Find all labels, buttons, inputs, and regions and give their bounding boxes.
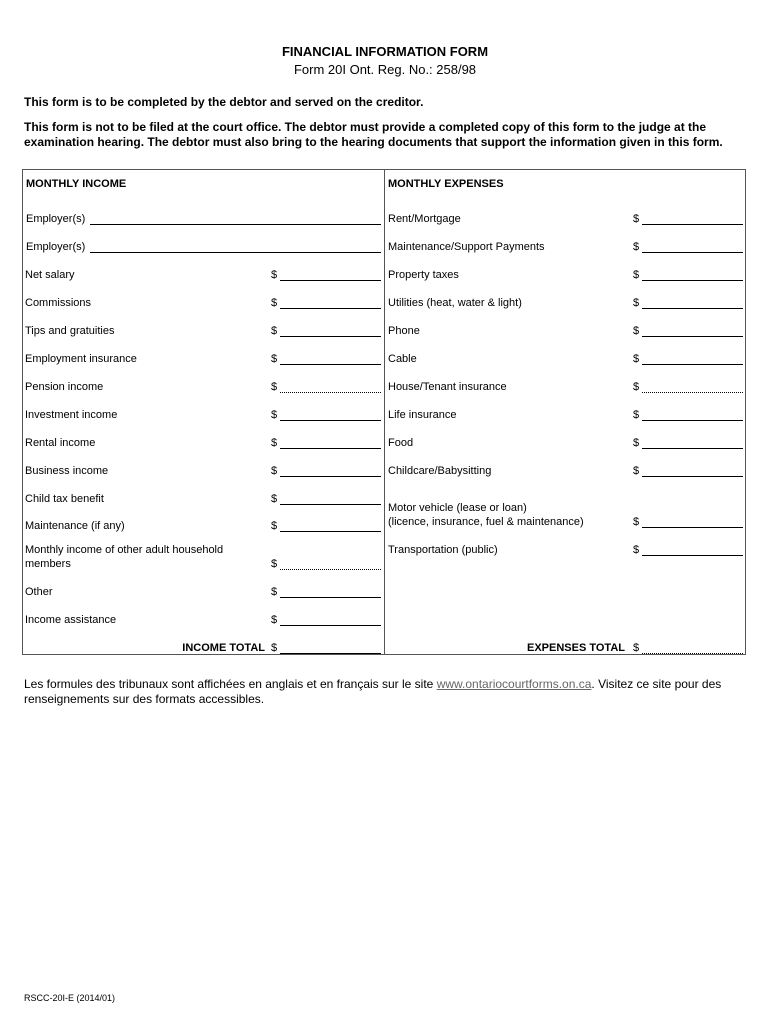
expense-field-rent[interactable]: [642, 224, 743, 225]
expense-label-life-insurance: Life insurance: [388, 409, 457, 421]
expense-label-childcare: Childcare/Babysitting: [388, 465, 492, 477]
dollar-sign: $: [271, 520, 278, 532]
dollar-sign: $: [633, 381, 640, 393]
expense-label-support-payments: Maintenance/Support Payments: [388, 241, 545, 253]
dollar-sign: $: [271, 465, 278, 477]
dollar-sign: $: [271, 586, 278, 598]
income-label-net-salary: Net salary: [25, 269, 75, 281]
dollar-sign: $: [271, 614, 278, 626]
income-label-other: Other: [25, 586, 53, 598]
language-note-text: Les formules des tribunaux sont affichées en anglais et en français sur le site: [24, 677, 437, 691]
expenses-total-field[interactable]: [642, 653, 743, 654]
dollar-sign: $: [271, 409, 278, 421]
dollar-sign: $: [633, 325, 640, 337]
form-subtitle: Form 20I Ont. Reg. No.: 258/98: [293, 62, 477, 77]
income-field-rental[interactable]: [280, 448, 381, 449]
income-label-investment: Investment income: [25, 409, 118, 421]
monthly-expenses-heading: MONTHLY EXPENSES: [388, 178, 504, 190]
expense-field-support-payments[interactable]: [642, 252, 743, 253]
income-field-commissions[interactable]: [280, 308, 381, 309]
expense-label-house-insurance: House/Tenant insurance: [388, 381, 507, 393]
dollar-sign: $: [271, 642, 278, 654]
income-label-rental: Rental income: [25, 437, 96, 449]
income-field-maintenance[interactable]: [280, 531, 381, 532]
court-forms-link[interactable]: www.ontariocourtforms.on.ca: [436, 677, 592, 691]
dollar-sign: $: [271, 353, 278, 365]
income-field-business[interactable]: [280, 476, 381, 477]
dollar-sign: $: [633, 241, 640, 253]
dollar-sign: $: [633, 544, 640, 556]
expense-field-childcare[interactable]: [642, 476, 743, 477]
income-label-tips: Tips and gratuities: [25, 325, 115, 337]
expense-label-rent: Rent/Mortgage: [388, 213, 461, 225]
monthly-income-heading: MONTHLY INCOME: [26, 178, 127, 190]
expense-field-food[interactable]: [642, 448, 743, 449]
expense-field-motor-vehicle[interactable]: [642, 527, 743, 528]
income-field-pension[interactable]: [280, 392, 381, 393]
expense-label-motor-vehicle: Motor vehicle (lease or loan): [388, 502, 527, 514]
expense-field-property-taxes[interactable]: [642, 280, 743, 281]
dollar-sign: $: [633, 437, 640, 449]
language-note-text-end: . Visitez ce site pour des renseignements sur des formats accessibles.: [24, 677, 722, 706]
dollar-sign: $: [633, 297, 640, 309]
dollar-sign: $: [271, 381, 278, 393]
dollar-sign: $: [271, 437, 278, 449]
intro-served-note: This form is to be completed by the debtor and served on the creditor.: [24, 95, 424, 109]
income-total-field[interactable]: [280, 653, 381, 654]
income-field-tips[interactable]: [280, 336, 381, 337]
form-title: FINANCIAL INFORMATION FORM: [281, 44, 489, 59]
income-field-investment[interactable]: [280, 420, 381, 421]
income-field-other[interactable]: [280, 597, 381, 598]
language-note: [24, 677, 746, 707]
intro-filing-note: This form is not to be filed at the court office. The debtor must provide a completed copy of this form to the judge at the examination hearing. The debtor must also bring to the hearing documents that support the information given in this form.: [24, 120, 723, 149]
dollar-sign: $: [271, 269, 278, 281]
expense-field-life-insurance[interactable]: [642, 420, 743, 421]
expense-field-cable[interactable]: [642, 364, 743, 365]
dollar-sign: $: [633, 516, 640, 528]
expense-label-property-taxes: Property taxes: [388, 269, 459, 281]
expenses-total-label: EXPENSES TOTAL: [526, 642, 625, 654]
income-label-maintenance: Maintenance (if any): [25, 520, 125, 532]
dollar-sign: $: [633, 269, 640, 281]
income-label-pension: Pension income: [25, 381, 104, 393]
expense-label-phone: Phone: [388, 325, 420, 337]
expense-label-motor-vehicle-detail: (licence, insurance, fuel & maintenance): [388, 516, 584, 528]
income-label-household-members: Monthly income of other adult household members: [25, 544, 224, 570]
expense-label-food: Food: [388, 437, 414, 449]
income-label-business: Business income: [25, 465, 109, 477]
income-label-child-tax-benefit: Child tax benefit: [25, 493, 104, 505]
income-field-net-salary[interactable]: [280, 280, 381, 281]
expense-field-utilities[interactable]: [642, 308, 743, 309]
income-field-employment-insurance[interactable]: [280, 364, 381, 365]
income-field-household-members[interactable]: [280, 569, 381, 570]
dollar-sign: $: [633, 213, 640, 225]
expense-label-utilities: Utilities (heat, water & light): [388, 297, 522, 309]
income-total-label: INCOME TOTAL: [182, 642, 265, 654]
expense-label-cable: Cable: [388, 353, 417, 365]
expense-field-transportation[interactable]: [642, 555, 743, 556]
dollar-sign: $: [633, 642, 640, 654]
employer-label-1: Employer(s): [26, 213, 86, 225]
dollar-sign: $: [633, 409, 640, 421]
income-label-commissions: Commissions: [25, 297, 92, 309]
income-field-income-assistance[interactable]: [280, 625, 381, 626]
income-field-child-tax-benefit[interactable]: [280, 504, 381, 505]
income-label-employment-insurance: Employment insurance: [25, 353, 137, 365]
dollar-sign: $: [633, 353, 640, 365]
employer-field-1[interactable]: [90, 224, 381, 225]
dollar-sign: $: [271, 325, 278, 337]
dollar-sign: $: [633, 465, 640, 477]
dollar-sign: $: [271, 493, 278, 505]
dollar-sign: $: [271, 297, 278, 309]
expense-label-transportation: Transportation (public): [388, 544, 498, 556]
form-code: RSCC-20I-E (2014/01): [24, 993, 116, 1003]
employer-label-2: Employer(s): [26, 241, 86, 253]
income-label-income-assistance: Income assistance: [25, 614, 117, 626]
dollar-sign: $: [271, 558, 278, 570]
expense-field-phone[interactable]: [642, 336, 743, 337]
column-divider: [384, 169, 385, 655]
employer-field-2[interactable]: [90, 252, 381, 253]
expense-field-house-insurance[interactable]: [642, 392, 743, 393]
